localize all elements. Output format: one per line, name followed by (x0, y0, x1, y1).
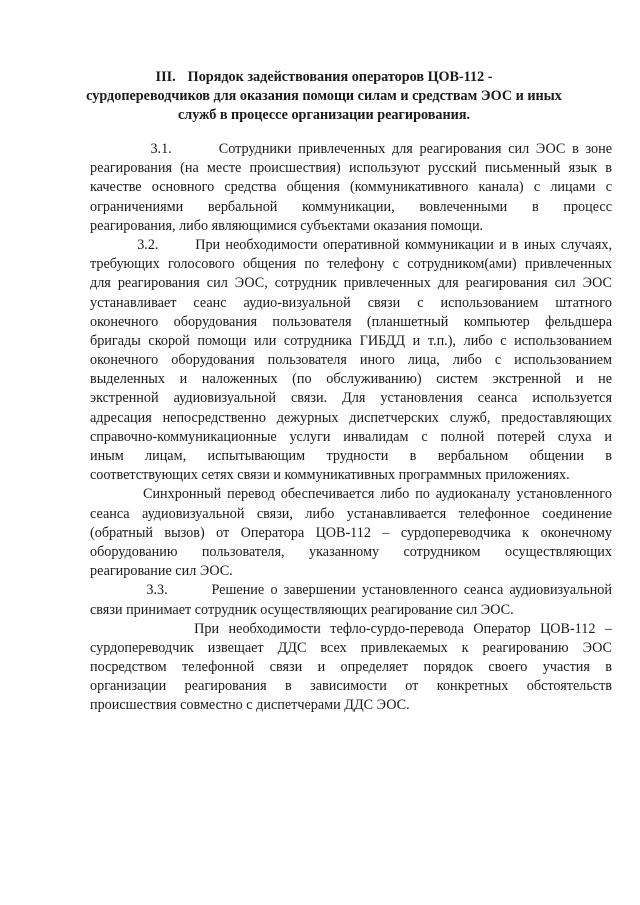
text-line: 3.1. Сотрудники привлеченных для реагирования сил ЭОС в зоне (90, 141, 612, 157)
text-line: реагирования, либо являющимися субъектами оказания помощи. (90, 217, 484, 234)
document-body (90, 140, 612, 716)
heading-title-line-1: Порядок задействования операторов ЦОВ-112 - (187, 69, 493, 85)
text-line: посредством телефонной связи и определяет порядок своего участия в (90, 659, 612, 676)
heading-line-1 (60, 68, 588, 87)
text-line: для реагирования сил ЭОС, сотрудник привлеченных для реагирования сил ЭОС (90, 275, 612, 292)
paragraph-3-3 (90, 581, 612, 619)
text-line: экстренной аудиовизуальной связи. Для установления сеанса используется (90, 390, 612, 407)
text-line: реагирование сил ЭОС. (90, 563, 233, 580)
text-line: оконечного оборудования пользователя (планшетный компьютер фельдшера (90, 313, 612, 330)
text-line: устанавливает сеанс аудио-визуальной связи с использованием штатного (90, 294, 612, 311)
text-line: Синхронный перевод обеспечивается либо по аудиоканалу установленного (90, 486, 612, 503)
text-line: (обратный вызов) от Оператора ЦОВ-112 – сурдопереводчика к оконечному (90, 524, 612, 541)
text-line: требующих голосового общения по телефону с сотрудником(ами) привлеченных (90, 256, 612, 273)
section-heading (60, 68, 588, 125)
text-line: связи принимает сотрудник осуществляющих реагирование сил ЭОС. (90, 601, 514, 618)
text-line: оборудованию пользователя, указанному сотрудником осуществляющих (90, 543, 612, 560)
paragraph-teflo (90, 620, 612, 716)
text-line: ограничениями вербальной коммуникации, вовлеченными в процесс (90, 198, 612, 215)
text-line: сеанса аудиовизуальной связи, либо устанавливается телефонное соединение (90, 505, 612, 522)
paragraph-synchronous (90, 485, 612, 581)
text-line: качестве основного средства общения (коммуникативного канала) с лицами с (90, 179, 612, 196)
paragraph-3-2 (90, 236, 612, 485)
text-line: сурдопереводчик извещает ДДС всех привлекаемых к реагированию ЭОС (90, 639, 612, 656)
heading-line-2: сурдопереводчиков для оказания помощи силам и средствам ЭОС и иных (86, 88, 562, 104)
text-line: иным лицам, испытывающим трудности в вербальном общении в (90, 448, 612, 464)
text-line: При необходимости тефло-сурдо-перевода Оператор ЦОВ-112 – (90, 620, 612, 637)
paragraph-3-1 (90, 140, 612, 236)
text-line: 3.2. При необходимости оперативной коммуникации и в иных случаях, (90, 236, 612, 253)
text-line: справочно-коммуникационные услуги инвалидам с полной потерей слуха и (90, 428, 612, 445)
text-line: выделенных и наложенных (по обслуживанию) систем экстренной и не (90, 371, 612, 388)
text-line: происшествия совместно с диспетчерами ДДС ЭОС. (90, 697, 410, 714)
text-line: оконечного оборудования пользователя иного лица, либо с использованием (90, 352, 612, 369)
text-line: соответствующих сетях связи и коммуникативных программных приложениях. (90, 467, 570, 484)
text-line: бригады скорой помощи или сотрудника ГИБДД и т.п.), либо с использованием (90, 332, 612, 349)
text-line: адресация непосредственно дежурных диспетчерских служб, предоставляющих (90, 409, 612, 426)
section-number: III. (155, 69, 176, 85)
text-line: организации реагирования в зависимости от конкретных обстоятельств (90, 678, 612, 695)
heading-line-3: служб в процессе организации реагирования. (177, 107, 471, 123)
text-line: реагирования (на месте происшествия) используют русский письменный язык в (90, 160, 612, 177)
text-line: 3.3. Решение о завершении установленного сеанса аудиовизуальной (90, 582, 612, 599)
